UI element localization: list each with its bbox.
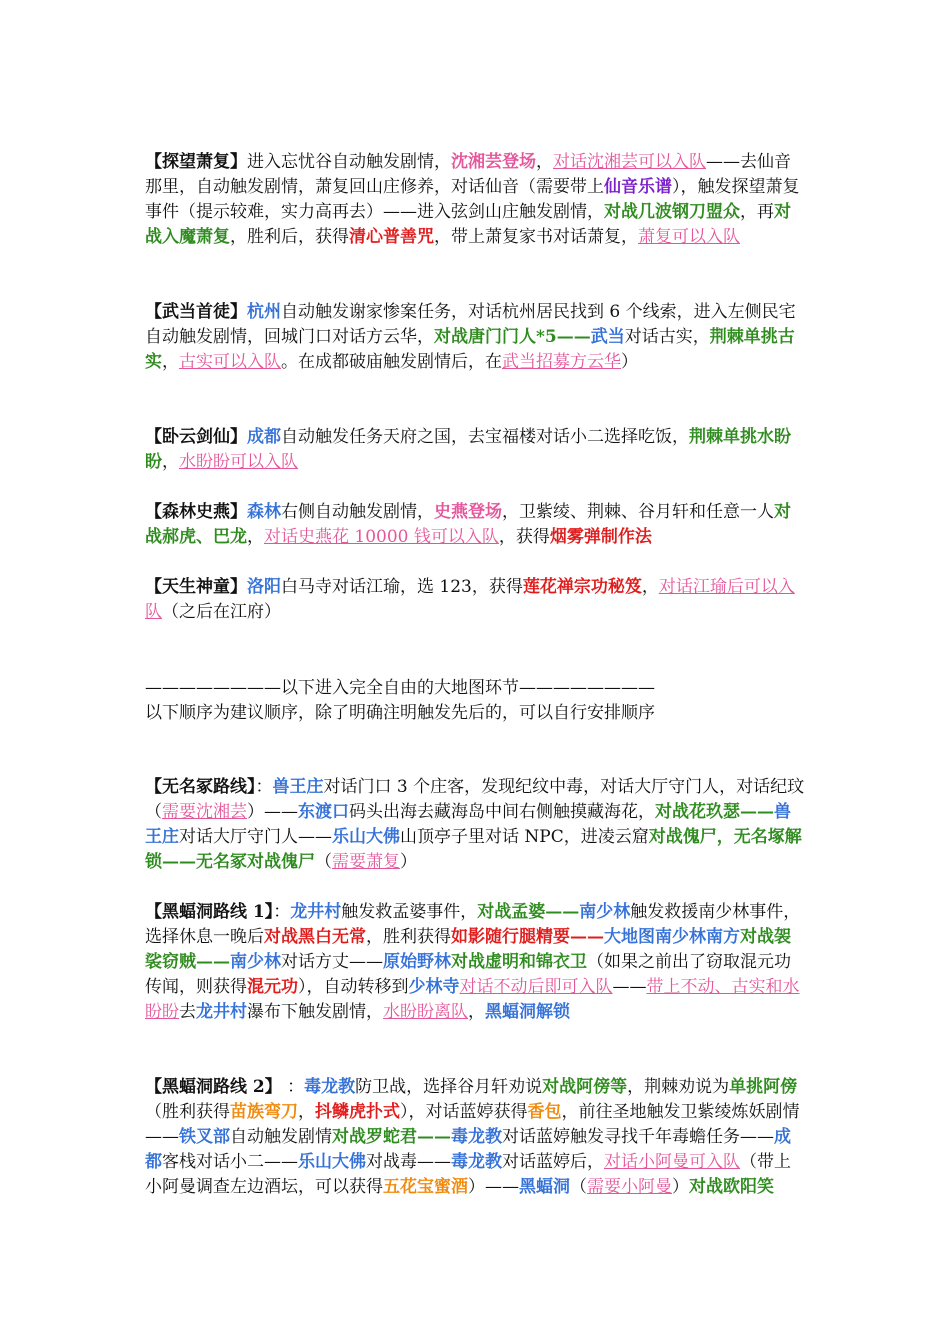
p1-segment: 对战几波钢刀盟众 bbox=[604, 202, 740, 222]
p6-segment: 需要萧复 bbox=[332, 852, 400, 872]
p4-segment: 【森林史燕】 bbox=[145, 502, 247, 522]
p8-segment: （胜利获得 bbox=[145, 1102, 230, 1122]
p6-segment: 兽王庄 bbox=[272, 777, 324, 797]
p8-segment: ，荆棘劝说为 bbox=[627, 1077, 730, 1097]
p3-segment: 水盼盼可以入队 bbox=[179, 452, 298, 472]
p4-segment: 史燕登场 bbox=[434, 502, 502, 522]
p5-segment: （之后在江府） bbox=[162, 602, 281, 622]
p1-segment: 对战入魔萧复 bbox=[145, 202, 791, 247]
quest-tiansheng-shentong bbox=[145, 575, 805, 625]
p8-segment: 单挑阿傍 bbox=[729, 1077, 798, 1097]
p7-segment: 触发救援南少林事件，选择休息一晚后 bbox=[145, 902, 801, 947]
p5-segment: 对话江瑜后可以入队 bbox=[145, 577, 795, 622]
p2-segment: 荆棘单挑古实 bbox=[145, 327, 795, 372]
p8-segment: （ bbox=[570, 1177, 587, 1197]
p1-segment: 沈湘芸登场 bbox=[451, 152, 536, 172]
p7-segment: 对战虚明和锦衣卫 bbox=[451, 952, 587, 972]
p6-segment: 东渡口 bbox=[298, 802, 349, 822]
p7-segment: ），自动转移到 bbox=[298, 977, 409, 997]
p2-segment: 。在成都破庙触发剧情后，在 bbox=[281, 352, 502, 372]
p3-segment: 【卧云剑仙】 bbox=[145, 427, 247, 447]
p4-segment: ，卫紫绫、荆棘、谷月轩和任意一人 bbox=[502, 502, 774, 522]
p8-segment: ） bbox=[672, 1177, 689, 1197]
p2-segment: 对战唐门门人*5—— bbox=[434, 327, 591, 347]
p7-segment: 龙井村 bbox=[196, 1002, 247, 1022]
p8-segment: 铁叉部 bbox=[179, 1127, 230, 1147]
p7-segment: 对战孟婆—— bbox=[477, 902, 580, 922]
p6-segment: 【无名冢路线】 bbox=[145, 777, 256, 797]
p8-segment: 对话蓝婷触发寻找千年毒蟾任务—— bbox=[502, 1127, 774, 1147]
p6-segment: 山顶亭子里对话 NPC，进凌云窟 bbox=[400, 827, 649, 847]
p1-segment: ），触发探望萧复事件（提示较难，实力高再去）——进入弦剑山庄触发剧情， bbox=[145, 177, 800, 222]
p4-segment: ，获得 bbox=[498, 527, 550, 547]
p3-segment: 荆棘单挑水盼盼 bbox=[145, 427, 791, 472]
p7-segment: ， bbox=[468, 1002, 485, 1022]
p8-segment: 毒龙教 bbox=[451, 1152, 502, 1172]
p8-segment: 对话蓝婷后， bbox=[502, 1152, 604, 1172]
p7-segment: （如果之前出了窃取混元功传闻，则获得 bbox=[145, 952, 791, 997]
p7-segment: ，胜利获得 bbox=[366, 927, 451, 947]
route-heifudong-2 bbox=[145, 1075, 805, 1200]
p7-segment: 少林寺 bbox=[408, 977, 460, 997]
p7-segment: 南少林 bbox=[230, 952, 281, 972]
p1-segment: ——去仙音那里，自动触发剧情，萧复回山庄修养，对话仙音（需要带上 bbox=[145, 152, 791, 197]
p1-segment: 对话沈湘芸可以入队 bbox=[553, 152, 706, 172]
p2-segment: 武当 bbox=[590, 327, 625, 347]
p8-segment: 五花宝蜜酒 bbox=[383, 1177, 468, 1197]
p8-segment: ）—— bbox=[468, 1177, 519, 1197]
route-heifudong-1 bbox=[145, 900, 805, 1025]
p3-segment: ， bbox=[162, 452, 179, 472]
p6-segment: 对话大厅守门人—— bbox=[179, 827, 332, 847]
p7-segment: 触发救孟婆事件， bbox=[341, 902, 478, 922]
p8-segment: 香包 bbox=[527, 1102, 562, 1122]
p8-segment: ，前往圣地触发卫紫绫炼妖剧情—— bbox=[145, 1102, 800, 1147]
p2-segment: 杭州 bbox=[247, 302, 281, 322]
p8-segment: 黑蝠洞 bbox=[519, 1177, 570, 1197]
p5-segment: 莲花禅宗功秘笈 bbox=[522, 577, 642, 597]
p7-segment: 瀑布下触发剧情， bbox=[247, 1002, 383, 1022]
p6-segment: （ bbox=[315, 852, 332, 872]
p5-segment: 【天生神童】 bbox=[145, 577, 247, 597]
p2-segment: 对话古实， bbox=[624, 327, 710, 347]
p2-segment: ， bbox=[162, 352, 179, 372]
p8-segment: 需要小阿曼 bbox=[587, 1177, 672, 1197]
p8-segment: 乐山大佛 bbox=[298, 1152, 366, 1172]
p2-segment: 古实可以入队 bbox=[179, 352, 281, 372]
p8-segment: 自动触发剧情 bbox=[230, 1127, 332, 1147]
p8-segment: 对战罗蛇君—— bbox=[332, 1127, 451, 1147]
p8-segment: 抖鳞虎扑式 bbox=[315, 1102, 400, 1122]
p7-segment: 去 bbox=[179, 1002, 196, 1022]
p7-segment: 如影随行腿精要—— bbox=[451, 927, 604, 947]
p8-segment: ： bbox=[281, 1077, 305, 1097]
p8-segment: 对战阿傍等 bbox=[542, 1077, 628, 1097]
p6-segment: 对战花玖瑟—— bbox=[655, 802, 774, 822]
p8-segment: 防卫战，选择谷月轩劝说 bbox=[355, 1077, 543, 1097]
p8-segment: 对话小阿曼可入队 bbox=[604, 1152, 740, 1172]
p6-segment: 需要沈湘芸 bbox=[162, 802, 247, 822]
p7-segment: 对话方丈—— bbox=[281, 952, 383, 972]
p1-segment: 萧复可以入队 bbox=[638, 227, 740, 247]
p4-segment: ， bbox=[247, 527, 264, 547]
route-wumingzhong bbox=[145, 775, 805, 875]
quest-woyun-jianxian bbox=[145, 425, 805, 475]
p6-segment: 乐山大佛 bbox=[332, 827, 400, 847]
p1-segment: 仙音乐谱 bbox=[604, 177, 672, 197]
p6-segment: 码头出海去藏海岛中间右侧触摸藏海花， bbox=[349, 802, 655, 822]
p4-segment: 烟雾弹制作法 bbox=[549, 527, 652, 547]
p7-segment: ： bbox=[273, 902, 291, 922]
p8-segment: 对战欧阳笑 bbox=[689, 1177, 774, 1197]
p4-segment: 对战郝虎、巴龙 bbox=[145, 502, 791, 547]
section-divider: ————————以下进入完全自由的大地图环节———————— bbox=[145, 678, 655, 698]
p7-segment: 龙井村 bbox=[290, 902, 342, 922]
p1-segment: ，胜利后，获得 bbox=[230, 227, 349, 247]
quest-wudang-shoutu bbox=[145, 300, 805, 375]
p7-segment: 黑蝠洞解锁 bbox=[485, 1002, 570, 1022]
p8-segment: 成都 bbox=[145, 1127, 791, 1172]
p2-segment: 武当招募方云华 bbox=[502, 352, 621, 372]
p6-segment: ）—— bbox=[247, 802, 298, 822]
p6-segment: 兽王庄 bbox=[145, 802, 791, 847]
p2-segment: 自动触发谢家惨案任务，对话杭州居民找到 6 个线索，进入左侧民宅自动触发剧情，回城门口对话方云华， bbox=[145, 302, 796, 347]
p6-segment: ： bbox=[255, 777, 273, 797]
p2-segment: 【武当首徒】 bbox=[145, 302, 247, 322]
p6-segment: ） bbox=[400, 852, 417, 872]
p7-segment: 对话不动后即可入队 bbox=[459, 977, 613, 997]
p3-segment: 成都 bbox=[247, 427, 281, 447]
p7-segment: 带上不动、古实和水盼盼 bbox=[145, 977, 800, 1022]
p1-segment: 清心普善咒 bbox=[349, 227, 434, 247]
p6-segment: 对话门口 3 个庄客，发现纪纹中毒，对话大厅守门人，对话纪玟（ bbox=[145, 777, 805, 822]
p6-segment: 对战傀尸，无名塚解锁——无名冢对战傀尸 bbox=[145, 827, 802, 872]
p7-segment: —— bbox=[612, 977, 647, 997]
p5-segment: 白马寺对话江瑜，选 123，获得 bbox=[281, 577, 523, 597]
p8-segment: 客栈对话小二—— bbox=[162, 1152, 298, 1172]
p2-segment: ） bbox=[621, 352, 638, 372]
p1-segment: ， bbox=[536, 152, 553, 172]
p7-segment: 混元功 bbox=[247, 977, 298, 997]
p4-segment: 森林 bbox=[247, 502, 281, 522]
p7-segment: 【黑蝠洞路线 1】 bbox=[145, 902, 274, 922]
p8-segment: 毒龙教 bbox=[304, 1077, 356, 1097]
p5-segment: 洛阳 bbox=[247, 577, 281, 597]
p8-segment: 【黑蝠洞路线 2】 bbox=[145, 1077, 282, 1097]
quest-senlin-shiyan bbox=[145, 500, 805, 550]
p8-segment: 对战毒—— bbox=[366, 1152, 451, 1172]
quest-tanwang-xiaofu bbox=[145, 150, 805, 250]
p7-segment: 原始野林 bbox=[383, 952, 451, 972]
p7-segment: 对战黑白无常 bbox=[264, 927, 366, 947]
p1-segment: ，再 bbox=[740, 202, 774, 222]
p8-segment: ， bbox=[298, 1102, 315, 1122]
p7-segment: 大地图南少林南方 bbox=[604, 927, 740, 947]
p1-segment: ，带上萧复家书对话萧复， bbox=[434, 227, 638, 247]
p8-segment: 毒龙教 bbox=[451, 1127, 502, 1147]
p4-segment: 右侧自动触发剧情， bbox=[281, 502, 434, 522]
section-note: 以下顺序为建议顺序，除了明确注明触发先后的，可以自行安排顺序 bbox=[145, 703, 655, 723]
p8-segment: （带上小阿曼调查左边酒坛，可以获得 bbox=[145, 1152, 791, 1197]
p7-segment: 对战袈裟窃贼—— bbox=[145, 927, 791, 972]
p8-segment: ），对话蓝婷获得 bbox=[400, 1102, 528, 1122]
p7-segment: 南少林 bbox=[579, 902, 631, 922]
p1-segment: 【探望萧复】 bbox=[145, 152, 247, 172]
p1-segment: 进入忘忧谷自动触发剧情， bbox=[247, 152, 451, 172]
p5-segment: ， bbox=[641, 577, 659, 597]
p7-segment: 水盼盼离队 bbox=[383, 1002, 468, 1022]
p8-segment: 苗族弯刀 bbox=[230, 1102, 298, 1122]
p4-segment: 对话史燕花 10000 钱可以入队 bbox=[264, 527, 499, 547]
p3-segment: 自动触发任务天府之国，去宝福楼对话小二选择吃饭， bbox=[281, 427, 689, 447]
